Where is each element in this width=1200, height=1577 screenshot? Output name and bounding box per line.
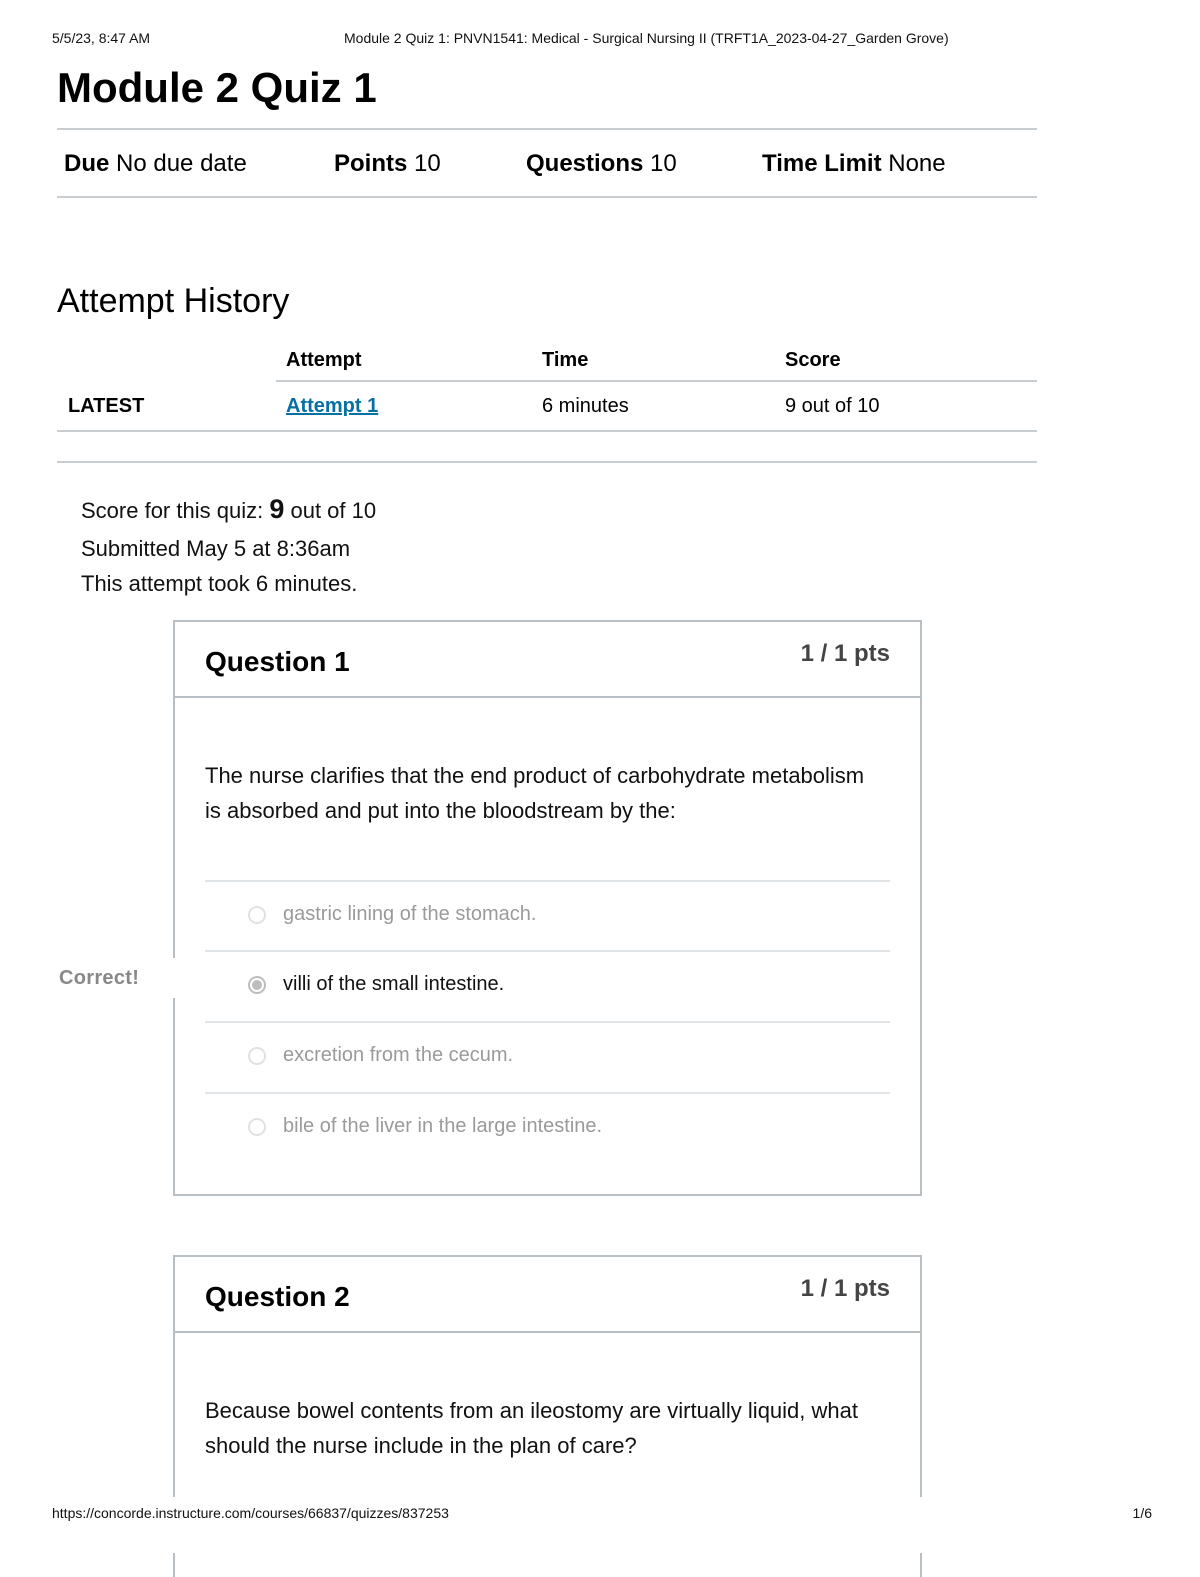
print-url: https://concorde.instructure.com/courses/66837/quizzes/837253 bbox=[52, 1505, 449, 1521]
column-header-attempt: Attempt bbox=[286, 349, 362, 371]
quiz-meta-bar bbox=[57, 128, 1037, 198]
question-2-points: 1 / 1 pts bbox=[800, 1275, 890, 1302]
due-label: Due bbox=[64, 150, 110, 177]
attempt-1-link[interactable]: Attempt 1 bbox=[286, 395, 379, 417]
time-limit-value: None bbox=[888, 150, 946, 177]
points-value: 10 bbox=[414, 150, 441, 177]
score-prefix: Score for this quiz: bbox=[81, 498, 264, 523]
submitted-info: Submitted May 5 at 8:36am bbox=[81, 536, 351, 561]
answer-option[interactable] bbox=[205, 880, 890, 952]
question-1-header bbox=[175, 622, 920, 698]
points-info bbox=[334, 150, 441, 178]
latest-badge: LATEST bbox=[68, 395, 145, 417]
print-datetime: 5/5/23, 8:47 AM bbox=[52, 30, 151, 46]
question-1-text: The nurse clarifies that the end product of carbohydrate metabolism is absorbed and put into the bloodstream by the: bbox=[205, 763, 865, 823]
print-page-title: Module 2 Quiz 1: PNVN1541: Medical - Surgical Nursing II (TRFT1A_2023-04-27_Garden Grove) bbox=[344, 30, 949, 46]
score-suffix: out of 10 bbox=[290, 498, 377, 523]
questions-label: Questions bbox=[526, 150, 644, 177]
question-1-card bbox=[173, 620, 922, 1196]
score-value: 9 bbox=[269, 494, 285, 524]
questions-info bbox=[526, 150, 677, 178]
answer-text: gastric lining of the stomach. bbox=[283, 903, 537, 925]
table-row bbox=[57, 382, 1037, 432]
due-value: No due date bbox=[116, 150, 247, 177]
question-2-text: Because bowel contents from an ileostomy are virtually liquid, what should the nurse include in the plan of care? bbox=[205, 1398, 858, 1458]
answer-option-selected[interactable] bbox=[205, 950, 890, 1022]
answer-option[interactable] bbox=[205, 1092, 890, 1164]
print-page-number: 1/6 bbox=[1132, 1505, 1152, 1521]
attempt-time: 6 minutes bbox=[542, 395, 629, 417]
quiz-title: Module 2 Quiz 1 bbox=[57, 64, 377, 111]
quiz-score-line bbox=[81, 494, 376, 525]
attempt-score: 9 out of 10 bbox=[785, 395, 880, 417]
correct-answer-tag: Correct! bbox=[59, 967, 140, 989]
time-limit-label: Time Limit bbox=[762, 150, 882, 177]
correct-tag-gap bbox=[170, 958, 178, 998]
column-header-time: Time bbox=[542, 349, 589, 371]
question-2-title: Question 2 bbox=[205, 1281, 350, 1312]
column-header-score: Score bbox=[785, 349, 841, 371]
question-1-points: 1 / 1 pts bbox=[800, 640, 890, 667]
points-label: Points bbox=[334, 150, 408, 177]
radio-button-icon[interactable] bbox=[248, 906, 266, 924]
attempt-history-heading: Attempt History bbox=[57, 282, 290, 320]
questions-value: 10 bbox=[650, 150, 677, 177]
answer-text: excretion from the cecum. bbox=[283, 1044, 514, 1066]
due-info bbox=[64, 150, 247, 178]
question-1-title: Question 1 bbox=[205, 646, 350, 677]
attempt-duration: This attempt took 6 minutes. bbox=[81, 571, 358, 596]
radio-button-icon[interactable] bbox=[248, 1118, 266, 1136]
radio-button-icon[interactable] bbox=[248, 1047, 266, 1065]
radio-button-selected-icon[interactable] bbox=[248, 976, 266, 994]
question-2-header bbox=[175, 1257, 920, 1333]
time-limit-info bbox=[762, 150, 946, 178]
answer-text: villi of the small intestine. bbox=[283, 973, 505, 995]
answer-option[interactable] bbox=[205, 1021, 890, 1093]
answer-text: bile of the liver in the large intestine. bbox=[283, 1115, 603, 1137]
attempt-history-table bbox=[57, 340, 1037, 432]
table-header-row bbox=[57, 340, 1037, 382]
section-divider bbox=[57, 461, 1037, 463]
